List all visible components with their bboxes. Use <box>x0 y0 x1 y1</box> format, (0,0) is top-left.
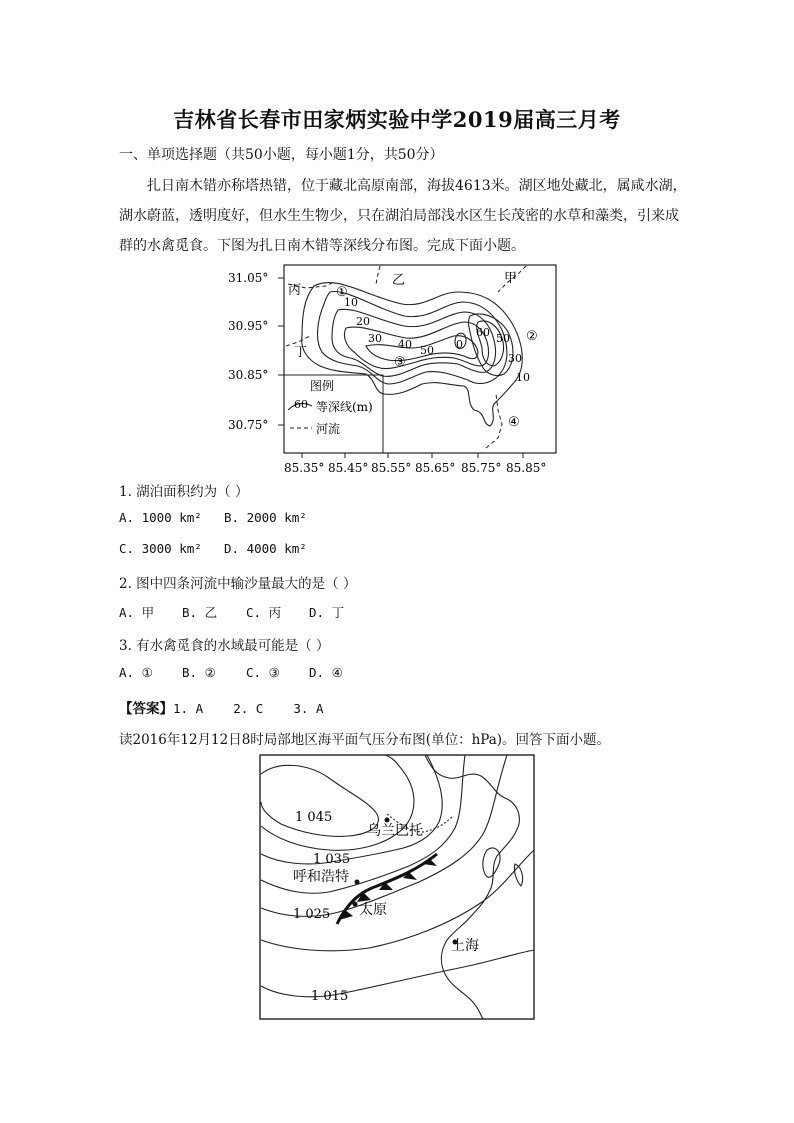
q3-option-d: D. ④ <box>309 665 343 680</box>
answer-text: 1. A 2. C 3. A <box>173 701 324 716</box>
depth-label: 10 <box>516 371 530 384</box>
marker-4: ④ <box>508 415 520 430</box>
place-bing: 丙 <box>288 283 302 298</box>
section-heading: 一、单项选择题（共50小题，每小题1分，共50分） <box>119 147 444 163</box>
place-ding: 丁 <box>294 345 308 360</box>
isobar-label: 1 025 <box>293 907 331 922</box>
lat-label: 30.85° <box>228 368 269 382</box>
city-dot <box>385 818 390 823</box>
q3-option-a: A. ① <box>119 665 153 680</box>
depth-label: 50 <box>420 344 434 357</box>
q1-option-d: D. 4000 km² <box>224 541 307 556</box>
q3-option-b: B. ② <box>182 665 216 680</box>
answer-line <box>119 697 324 717</box>
intro-line-1: 扎日南木错亦称塔热错，位于藏北高原南部，海拔4613米。湖区地处藏北，属咸水湖， <box>147 178 687 194</box>
lat-label: 30.95° <box>228 319 269 333</box>
lon-label: 85.75° <box>461 461 502 475</box>
lat-label: 30.75° <box>228 418 269 432</box>
question-2-stem: 2. 图中四条河流中输沙量最大的是（ ） <box>119 576 357 592</box>
isobar-label: 1 035 <box>313 852 351 867</box>
marker-3: ③ <box>394 355 406 370</box>
depth-label: 40 <box>398 338 412 351</box>
city-ulaanbaatar: 乌兰巴托 <box>367 823 423 839</box>
intro-line-2: 湖水蔚蓝，透明度好，但水生生物少，只在湖泊局部浅水区生长茂密的水草和藻类，引来成 <box>119 208 679 224</box>
place-yi: 乙 <box>392 273 406 288</box>
depth-label: 60 <box>476 326 490 339</box>
depth-label: 30 <box>368 332 382 345</box>
city-taiyuan: 太原 <box>359 902 387 918</box>
legend-river-label: 河流 <box>316 422 341 436</box>
lon-label: 85.65° <box>415 461 456 475</box>
page-title: 吉林省长春市田家炳实验中学2019届高三月考 <box>173 107 621 132</box>
second-intro: 读2016年12月12日8时局部地区海平面气压分布图(单位：hPa)。回答下面小题。 <box>119 732 611 748</box>
depth-label: 30 <box>508 352 522 365</box>
place-jia: 甲 <box>504 271 518 286</box>
q1-option-c: C. 3000 km² <box>119 541 202 556</box>
river-yi <box>376 266 380 284</box>
city-shanghai: 上海 <box>451 938 479 954</box>
q2-option-b: B. 乙 <box>182 605 218 620</box>
city-hohhot: 呼和浩特 <box>293 869 349 885</box>
lon-label: 85.35° <box>284 461 325 475</box>
intro-line-3: 群的水禽觅食。下图为扎日南木错等深线分布图。完成下面小题。 <box>119 238 525 254</box>
legend-contour-label: 等深线(m) <box>316 400 373 414</box>
lon-label: 85.45° <box>328 461 369 475</box>
q1-option-a: A. 1000 km² <box>119 510 202 525</box>
contour-30 <box>344 322 488 369</box>
question-1-stem: 1. 湖泊面积约为（ ） <box>119 484 249 500</box>
lon-label: 85.55° <box>371 461 412 475</box>
marker-1: ① <box>336 285 348 300</box>
answer-label: 【答案】 <box>119 701 173 717</box>
isobar-label: 1 015 <box>311 989 349 1004</box>
marker-2: ② <box>526 329 538 344</box>
river-4 <box>486 394 502 448</box>
city-dot <box>353 902 358 907</box>
q2-option-d: D. 丁 <box>309 605 345 620</box>
lake-depth-map <box>226 262 566 480</box>
q2-option-c: C. 丙 <box>246 605 282 620</box>
question-3-stem: 3. 有水禽觅食的水域最可能是（ ） <box>119 638 330 654</box>
depth-label: 50 <box>496 332 510 345</box>
q2-option-a: A. 甲 <box>119 605 155 620</box>
pressure-map <box>259 754 535 1020</box>
depth-label: 20 <box>356 315 370 328</box>
lon-label: 85.85° <box>506 461 547 475</box>
isobar-label: 1 045 <box>295 810 333 825</box>
q1-option-b: B. 2000 km² <box>224 510 307 525</box>
legend-title: 图例 <box>310 379 335 393</box>
depth-label: 10 <box>344 296 358 309</box>
q3-option-c: C. ③ <box>246 665 280 680</box>
depth-label: 0 <box>456 338 463 351</box>
legend-contour-value: 60 <box>294 398 308 411</box>
city-dot <box>355 880 360 885</box>
lat-label: 31.05° <box>228 271 269 285</box>
